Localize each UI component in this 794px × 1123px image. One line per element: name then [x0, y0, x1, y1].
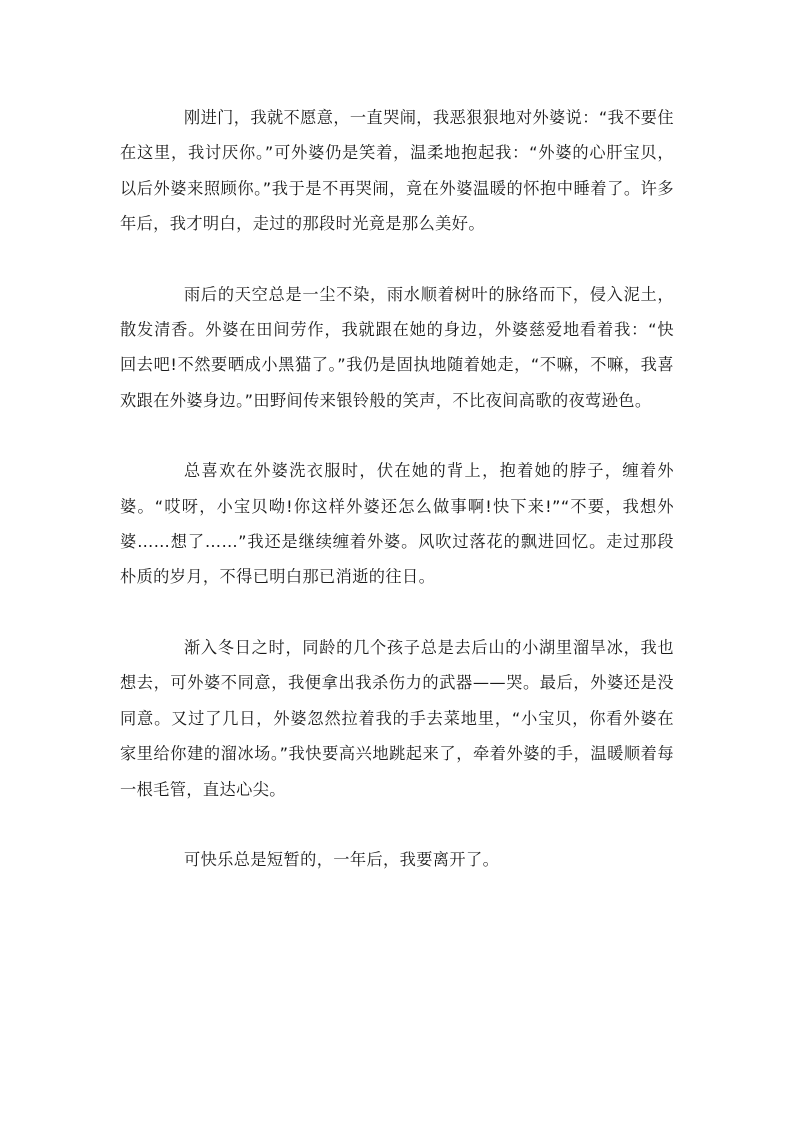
- paragraph-5: 可快乐总是短暂的，一年后，我要离开了。: [184, 849, 500, 869]
- paragraph-4: 渐入冬日之时，同龄的几个孩子总是去后山的小湖里溜旱冰，我也想去，可外婆不同意，我便拿出我杀伤力的武器——哭。最后，外婆还是没同意。又过了几日，外婆忽然拉着我的手去菜地里，“小宝贝，你看外婆在家里给你建的溜冰场。”我快要高兴地跳起来了，牵着外婆的手，温暖顺着每一根毛管，直达心尖。: [120, 637, 674, 799]
- paragraph-3: 总喜欢在外婆洗衣服时，伏在她的背上，抱着她的脖子，缠着外婆。“哎呀，小宝贝呦!你这样外婆还怎么做事啊!快下来!”“不要，我想外婆……想了……”我还是继续缠着外婆。风吹过落花的飘进回忆。走过那段朴质的岁月，不得已明白那已消逝的往日。: [120, 461, 674, 587]
- paragraph-1: 刚进门，我就不愿意，一直哭闹，我恶狠狠地对外婆说：“我不要住在这里，我讨厌你。”可外婆仍是笑着，温柔地抱起我：“外婆的心肝宝贝，以后外婆来照顾你。”我于是不再哭闹，竟在外婆温暖的怀抱中睡着了。许多年后，我才明白，走过的那段时光竟是那么美好。: [120, 108, 674, 234]
- paragraph-2: 雨后的天空总是一尘不染，雨水顺着树叶的脉络而下，侵入泥土，散发清香。外婆在田间劳作，我就跟在她的身边，外婆慈爱地看着我：“快回去吧!不然要晒成小黑猫了。”我仍是固执地随着她走，“不嘛，不嘛，我喜欢跟在外婆身边。”田野间传来银铃般的笑声，不比夜间高歌的夜莺逊色。: [120, 284, 674, 410]
- document-body: [120, 100, 674, 912]
